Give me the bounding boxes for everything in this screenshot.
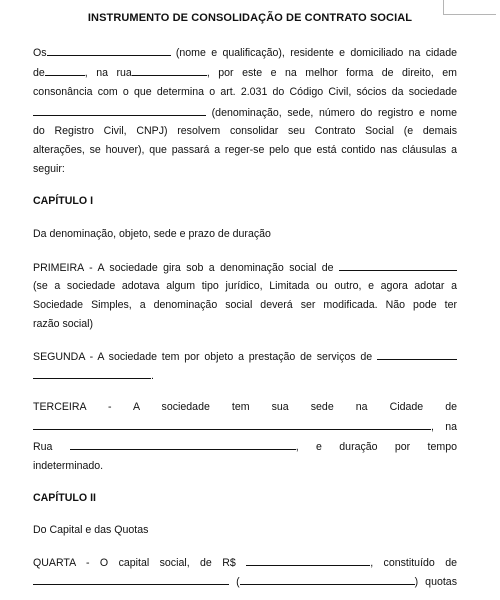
primeira-line-2: (se a sociedade adotava algum tipo jurídico, Limitada ou outro, e agora adotar a bbox=[33, 280, 457, 292]
company-blank[interactable] bbox=[33, 104, 206, 116]
quotas-words-blank[interactable] bbox=[240, 573, 415, 585]
terceira-line-4: indeterminado. bbox=[33, 460, 104, 472]
segunda-line-2 bbox=[33, 367, 457, 384]
chapter-2-heading: CAPÍTULO II bbox=[33, 492, 96, 504]
clause-text: PRIMEIRA - A sociedade gira sob a denominação social de bbox=[33, 262, 334, 274]
intro-line-6: alterações, se houver), que passará a reger-se pelo que está contido nas cláusulas a bbox=[33, 144, 457, 156]
chapter-2-subtitle: Do Capital e das Quotas bbox=[33, 524, 149, 536]
intro-line-7: seguir: bbox=[33, 163, 65, 175]
capital-blank[interactable] bbox=[246, 554, 370, 566]
intro-line-5: do Registro Civil, CNPJ) resolvem consolidar seu Contrato Social (e demais bbox=[33, 125, 457, 137]
quarta-line-1 bbox=[33, 554, 457, 571]
chapter-1-heading: CAPÍTULO I bbox=[33, 195, 94, 207]
clause-text: SEGUNDA - A sociedade tem por objeto a prestação de serviços de bbox=[33, 351, 373, 363]
intro-line-2 bbox=[33, 64, 457, 81]
name-blank[interactable] bbox=[47, 44, 171, 56]
primeira-line-4: razão social) bbox=[33, 318, 94, 330]
services-blank[interactable] bbox=[377, 348, 457, 360]
document-title: INSTRUMENTO DE CONSOLIDAÇÃO DE CONTRATO SOCIAL bbox=[87, 12, 413, 24]
terceira-line-2 bbox=[33, 418, 457, 435]
intro-line-4 bbox=[33, 104, 457, 121]
primeira-line-1 bbox=[33, 259, 457, 276]
rua-blank[interactable] bbox=[70, 438, 296, 450]
quarta-line-2 bbox=[33, 573, 457, 590]
terceira-line-1: TERCEIRA - A sociedade tem sua sede na Cidade de bbox=[33, 401, 457, 413]
intro-text: (denominação, sede, número do registro e nome bbox=[211, 107, 457, 119]
intro-text: de bbox=[33, 67, 45, 79]
intro-line-1 bbox=[33, 44, 457, 61]
services-blank-2[interactable] bbox=[33, 367, 151, 379]
clause-text: , e duração por tempo bbox=[295, 441, 457, 453]
intro-line-3: consonância com o que determina o art. 2.031 do Código Civil, sócios da sociedade bbox=[33, 86, 457, 98]
clause-text: Rua bbox=[33, 441, 53, 453]
intro-text: , por este e na melhor forma de direito, em bbox=[206, 67, 457, 79]
intro-text: Os bbox=[33, 47, 47, 59]
clause-text: ) quotas bbox=[414, 576, 457, 588]
denomination-blank[interactable] bbox=[339, 259, 457, 271]
clause-text: , constituído de bbox=[370, 557, 457, 569]
chapter-1-subtitle: Da denominação, objeto, sede e prazo de duração bbox=[33, 228, 271, 240]
primeira-line-3: Sociedade Simples, a denominação social deverá ser modificada. Não pode ter bbox=[33, 299, 457, 311]
clause-text: QUARTA - O capital social, de R$ bbox=[33, 557, 236, 569]
quotas-blank[interactable] bbox=[33, 573, 229, 585]
terceira-line-3 bbox=[33, 438, 457, 455]
clause-text: , na bbox=[431, 421, 457, 433]
street-blank[interactable] bbox=[132, 64, 207, 76]
clause-text: ( bbox=[236, 576, 240, 588]
intro-text: , na rua bbox=[84, 67, 132, 79]
city-blank[interactable] bbox=[45, 64, 85, 76]
segunda-line-1 bbox=[33, 348, 457, 365]
intro-text: (nome e qualificação), residente e domiciliado na cidade bbox=[175, 47, 457, 59]
city-sede-blank[interactable] bbox=[33, 418, 431, 430]
clause-text: . bbox=[151, 370, 154, 382]
